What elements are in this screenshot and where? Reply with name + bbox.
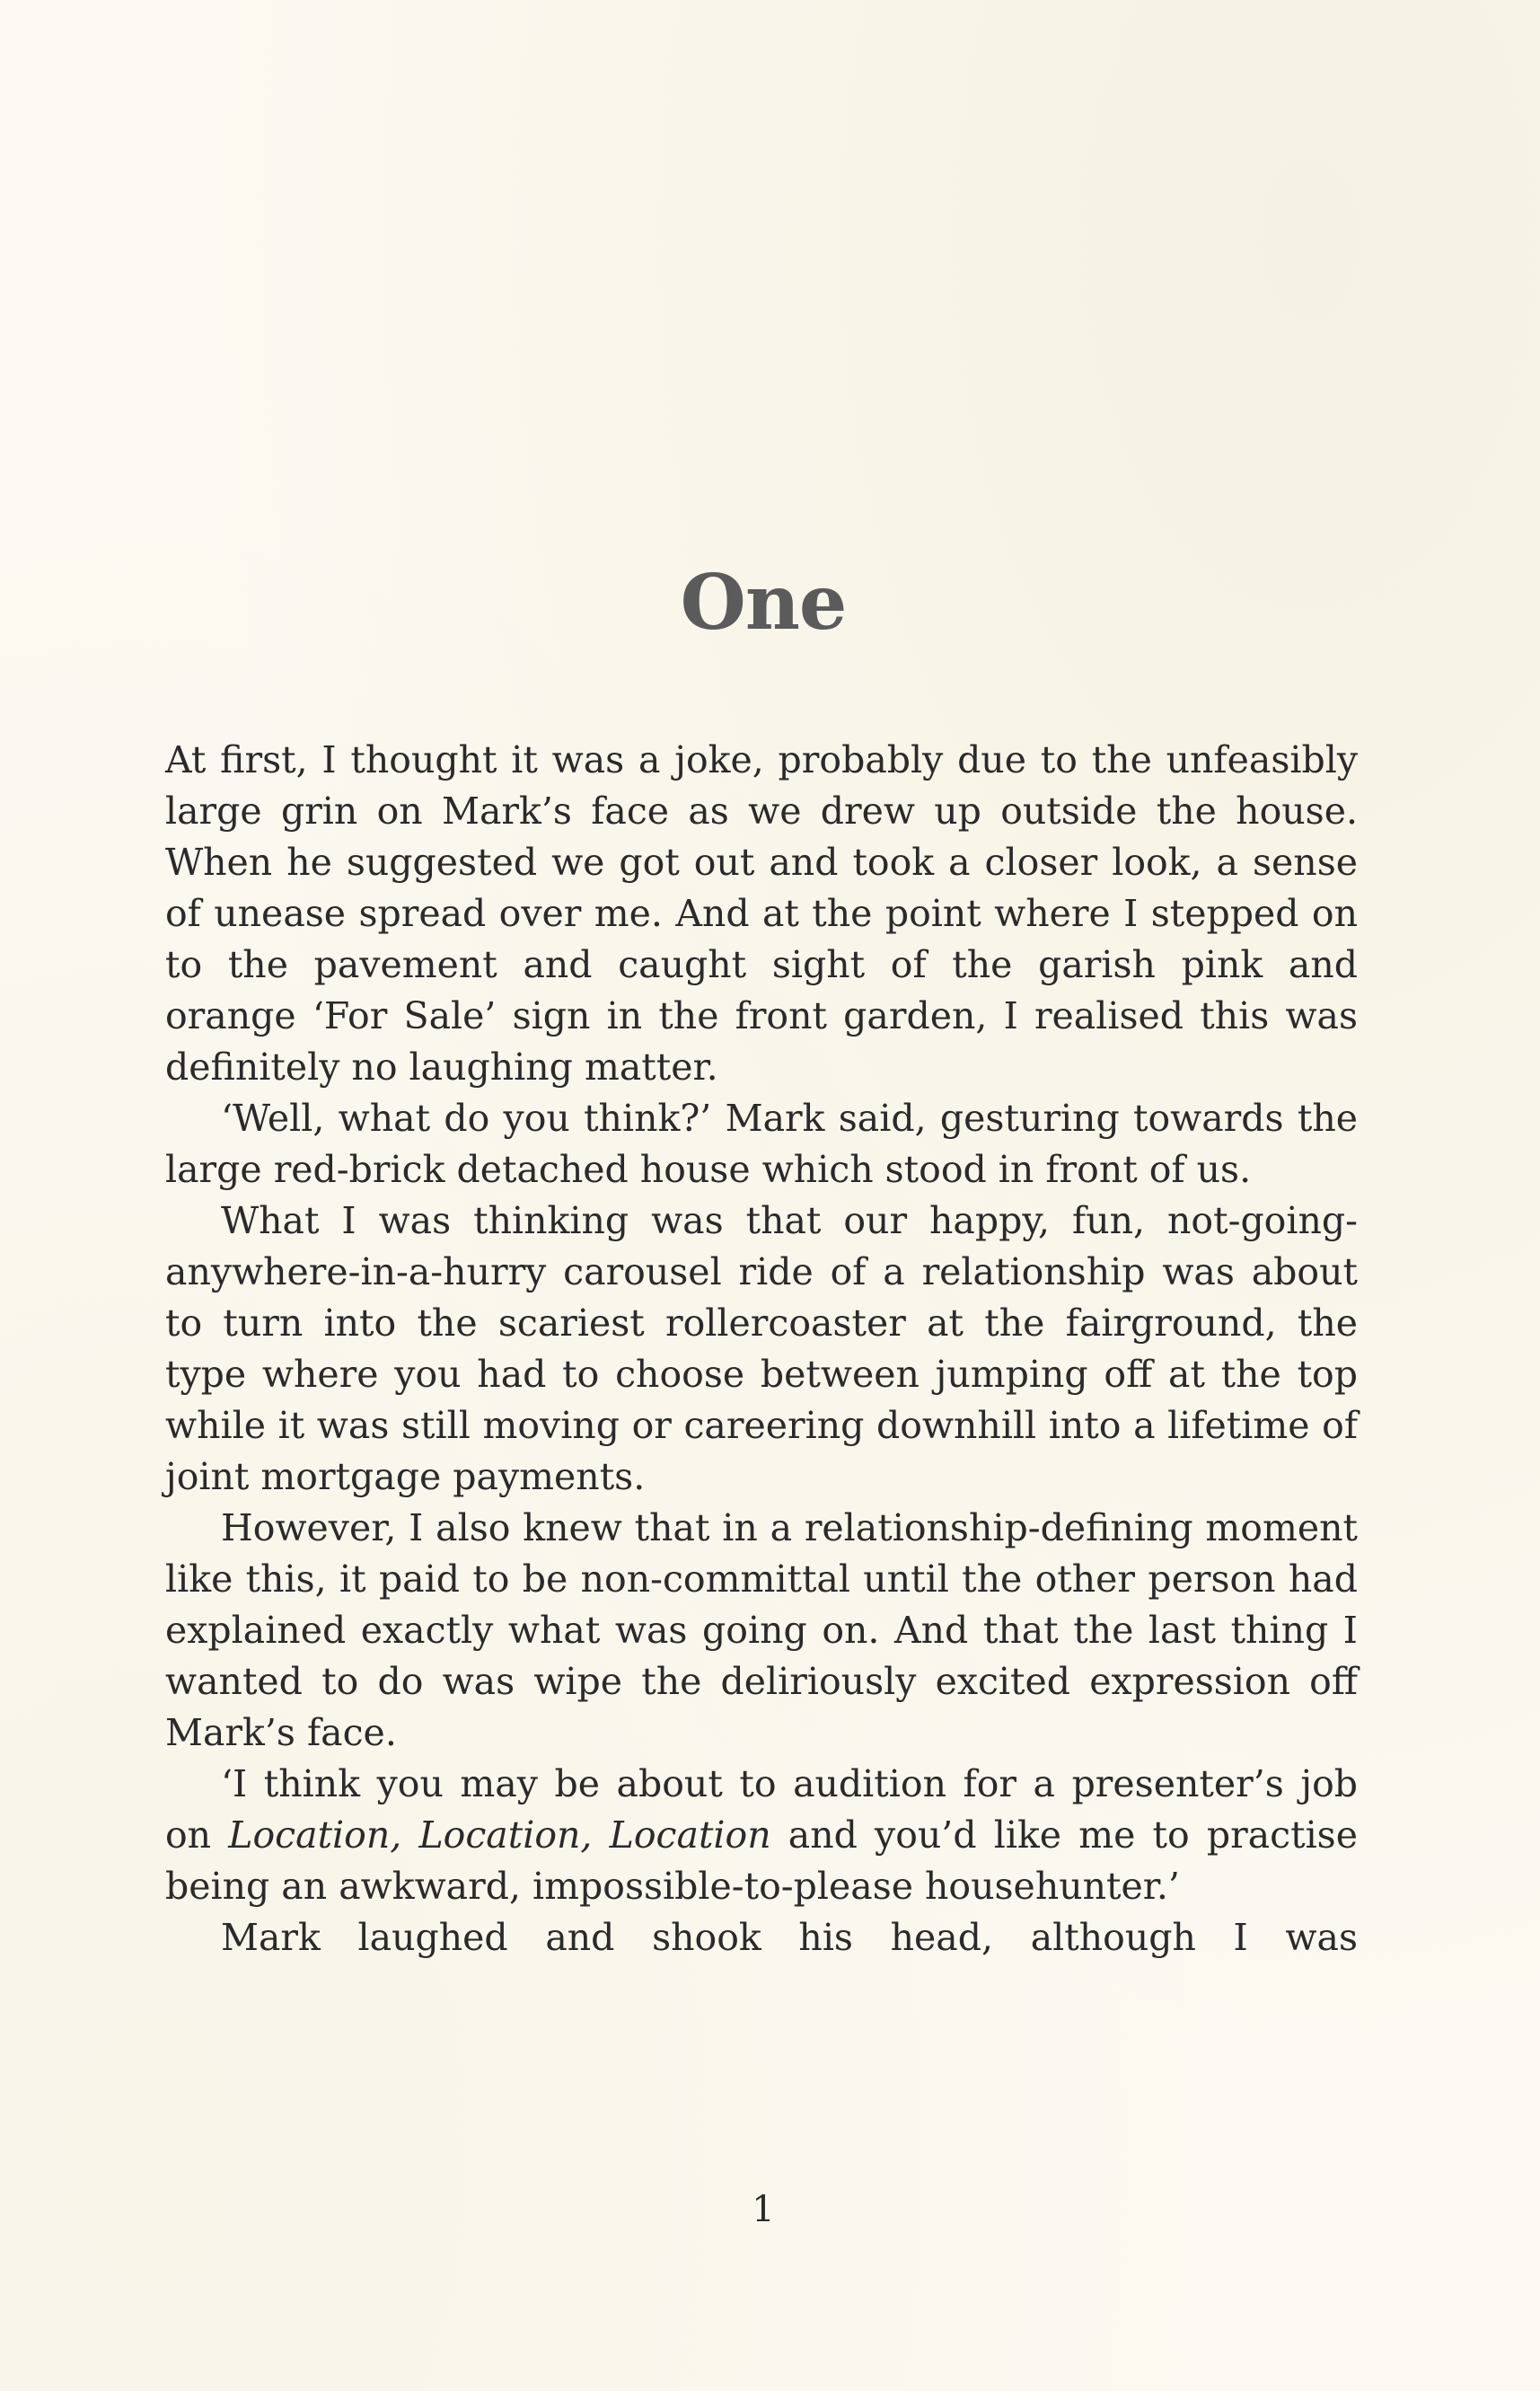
paragraph-audition [165, 1759, 1358, 1912]
paragraph-opening: At first, I thought it was a joke, probably due to the unfeasibly large grin on Mark’s face as we drew up outside the house. When he suggested we got out and took a closer look, a sense of unease spread over me. And at the point where I stepped on to the pavement and caught sight of the garish pink and orange ‘For Sale’ sign in the front garden, I realised this was definitely no laughing matter. [165, 738, 1358, 1089]
paragraph-what-i-was-thinking: What I was thinking was that our happy, fun, not-going-anywhere-in-a-hurry carousel ride of a relationship was about to turn into the scariest rollercoaster at the fairground, the type where you had to choose between jumping off at the top while it was still moving or careering downhill into a lifetime of joint mortgage payments. [165, 1199, 1358, 1498]
chapter-title: One [680, 558, 847, 648]
page-number: 1 [752, 2189, 775, 2230]
paragraph-however: However, I also knew that in a relationship-defining moment like this, it paid to be non-committal until the other person had explained exactly what was going on. And that the last thing I wanted to do was wipe the deliriously excited expression off Mark’s face. [165, 1506, 1358, 1754]
audition-text-after: and you’d like me to practise being an awkward, impossible-to-please househunter.’ [165, 1813, 1358, 1908]
chapter-body [165, 735, 1358, 1963]
paragraph-mark-laughed: Mark laughed and shook his head, although I was [221, 1916, 1358, 1959]
audition-text-before: ‘I think you may be about to audition for a presenter’s job on [165, 1762, 1358, 1857]
show-title-italic: Location, Location, Location [228, 1813, 771, 1857]
paragraph-well-what-do-you-think: ‘Well, what do you think?’ Mark said, gesturing towards the large red-brick detached house which stood in front of us. [165, 1097, 1358, 1191]
